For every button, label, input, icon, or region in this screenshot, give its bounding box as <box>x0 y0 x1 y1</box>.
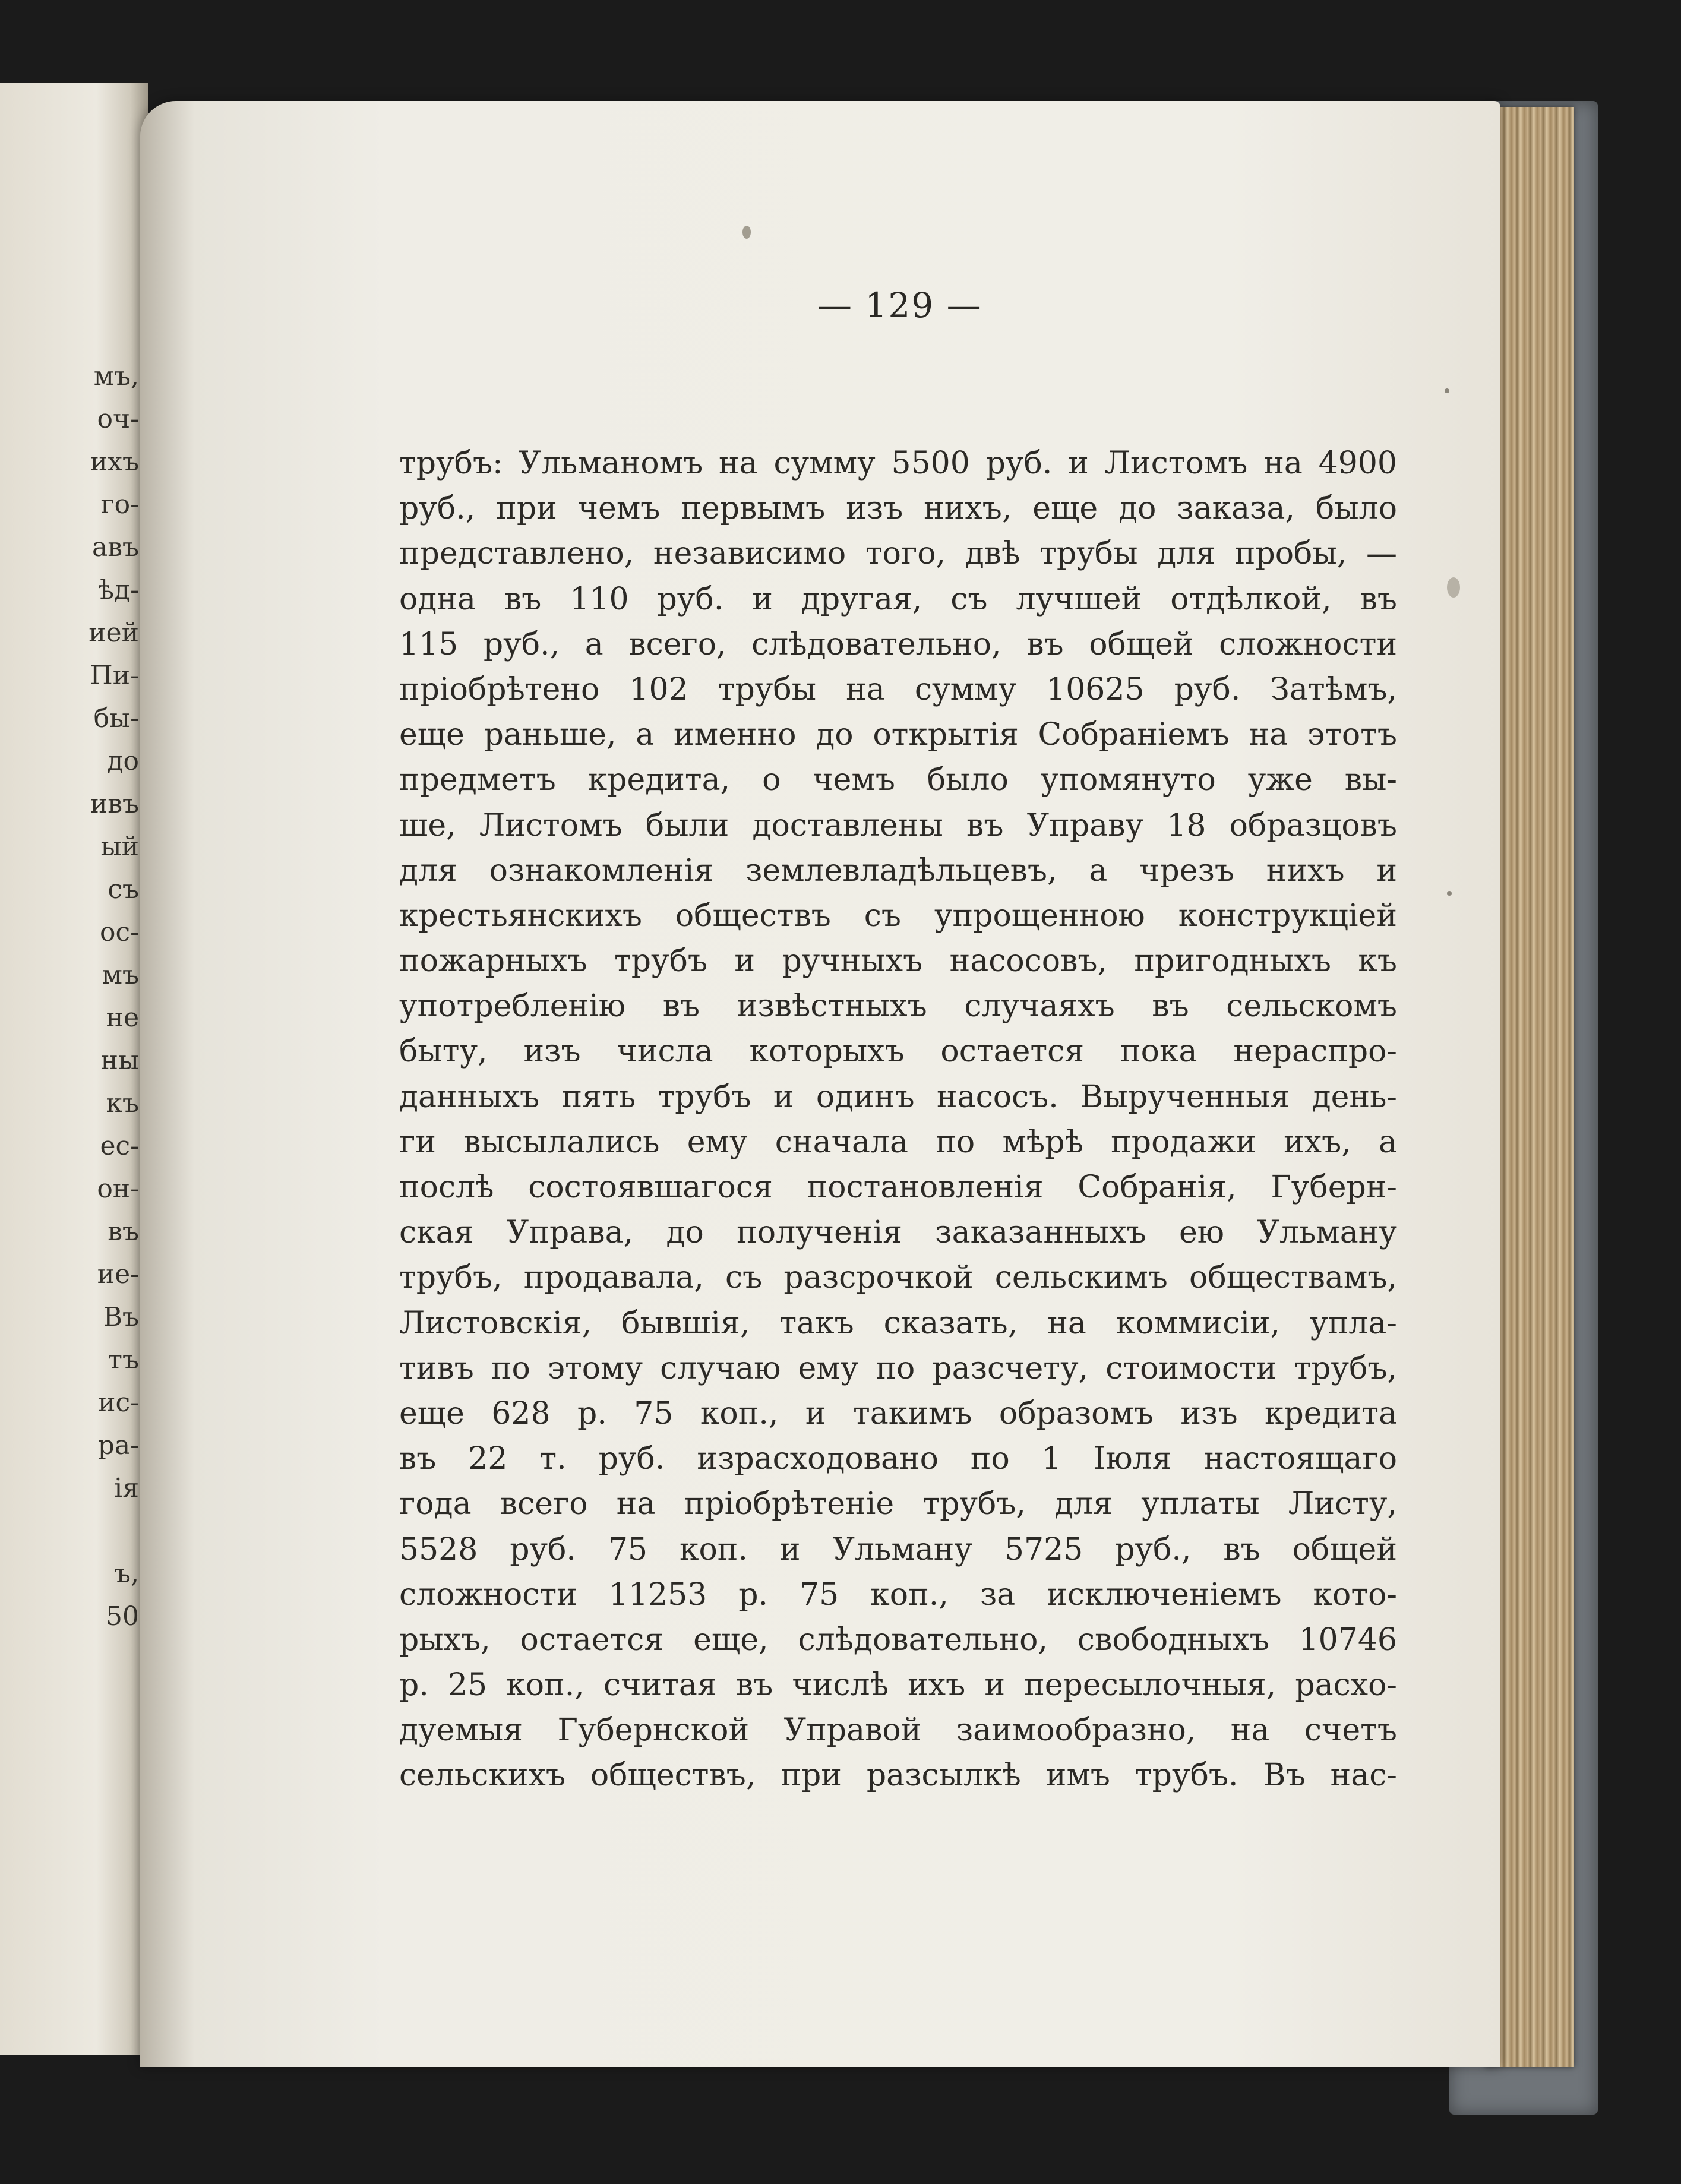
right-page <box>140 101 1500 2067</box>
paper-speck <box>742 226 751 239</box>
text-line: ская Управа, до полученія заказанныхъ ею Ульману <box>399 1215 1397 1251</box>
text-line: дуемыя Губернской Управой заимообразно, на счетъ <box>399 1712 1397 1749</box>
text-line: ше, Листомъ были доставлены въ Управу 18 образцовъ <box>399 807 1397 843</box>
left-page-line: ѣд- <box>98 575 139 605</box>
text-line: пожарныхъ трубъ и ручныхъ насосовъ, пригодныхъ къ <box>399 943 1397 979</box>
left-page-line: бы- <box>93 703 139 734</box>
text-line: представлено, независимо того, двѣ трубы для пробы, — <box>399 536 1397 572</box>
left-page-line: оч- <box>97 404 139 434</box>
left-page-line: мъ, <box>93 361 139 391</box>
left-page-line: го- <box>100 489 139 520</box>
text-line: для ознакомленія землевладѣльцевъ, а чрезъ нихъ и <box>399 852 1397 889</box>
left-page-line: мъ <box>102 960 139 990</box>
body-text <box>399 441 1397 1799</box>
paper-speck <box>1447 891 1452 896</box>
text-line: послѣ состоявшагося постановленія Собранія, Губерн- <box>399 1170 1397 1205</box>
left-page-line: он- <box>97 1174 139 1204</box>
text-line: руб., при чемъ первымъ изъ нихъ, еще до заказа, было <box>399 491 1397 527</box>
left-page-line: съ <box>108 874 139 905</box>
text-line: ги высылались ему сначала по мѣрѣ продажи ихъ, а <box>399 1124 1397 1160</box>
left-page-line: до <box>107 746 139 776</box>
left-page-line: къ <box>106 1088 139 1118</box>
text-line: еще раньше, а именно до открытія Собраніемъ на этотъ <box>399 717 1397 753</box>
text-line: 5528 руб. 75 коп. и Ульману 5725 руб., въ общей <box>399 1531 1397 1567</box>
text-line: данныхъ пять трубъ и одинъ насосъ. Вырученныя день- <box>399 1079 1397 1115</box>
text-line: 115 руб., а всего, слѣдовательно, въ общей сложности <box>399 626 1397 662</box>
book-spread <box>0 83 1598 2115</box>
left-page-line: ра- <box>97 1430 139 1461</box>
text-line: года всего на пріобрѣтеніе трубъ, для уплаты Листу, <box>399 1486 1397 1522</box>
left-page-line: ис- <box>98 1387 139 1418</box>
text-line: рыхъ, остается еще, слѣдовательно, свободныхъ 10746 <box>399 1622 1397 1658</box>
left-page-line: авъ <box>92 532 139 562</box>
text-line: трубъ, продавала, съ разсрочкой сельскимъ обществамъ, <box>399 1260 1397 1296</box>
text-line: пріобрѣтено 102 трубы на сумму 10625 руб. Затѣмъ, <box>399 671 1397 707</box>
left-page <box>0 83 148 2055</box>
text-line: еще 628 р. 75 коп., и такимъ образомъ изъ кредита <box>399 1395 1397 1431</box>
left-page-line: въ <box>108 1216 139 1247</box>
left-page-line <box>89 1510 139 1553</box>
text-line: въ 22 т. руб. израсходовано по 1 Іюля настоящаго <box>399 1441 1397 1477</box>
text-line: тивъ по этому случаю ему по разсчету, стоимости трубъ, <box>399 1350 1397 1386</box>
left-page-line: ес- <box>100 1131 139 1161</box>
text-line: Листовскія, бывшія, такъ сказать, на коммисіи, упла- <box>399 1305 1397 1341</box>
text-line: одна въ 110 руб. и другая, съ лучшей отдѣлкой, въ <box>399 581 1397 617</box>
left-page-line: Пи- <box>90 660 139 691</box>
text-line: р. 25 коп., считая въ числѣ ихъ и пересылочныя, расхо- <box>399 1667 1397 1703</box>
left-page-line: ъ, <box>114 1559 139 1589</box>
left-page-line: тъ <box>108 1345 139 1375</box>
text-line: сложности 11253 р. 75 коп., за исключеніемъ кото- <box>399 1576 1397 1613</box>
text-line: предметъ кредита, о чемъ было упомянуто уже вы- <box>399 762 1397 798</box>
left-page-line: ие- <box>97 1259 139 1289</box>
left-page-line: ый <box>100 832 139 862</box>
text-line: употребленію въ извѣстныхъ случаяхъ въ сельскомъ <box>399 988 1397 1025</box>
left-page-line: ос- <box>100 917 139 947</box>
left-page-line: ихъ <box>90 447 139 477</box>
left-page-line: не <box>106 1003 139 1033</box>
text-line: сельскихъ обществъ, при разсылкѣ имъ трубъ. Въ нас- <box>399 1758 1397 1794</box>
left-page-line: 50 <box>106 1601 139 1632</box>
text-line: трубъ: Ульманомъ на сумму 5500 руб. и Листомъ на 4900 <box>399 445 1397 481</box>
left-page-line: Въ <box>103 1302 139 1332</box>
left-page-line: ией <box>89 618 139 648</box>
paper-speck <box>1447 577 1460 598</box>
left-page-line: ивъ <box>90 789 139 819</box>
left-page-line: ія <box>114 1473 139 1503</box>
page-number: — 129 — <box>817 285 982 325</box>
text-line: крестьянскихъ обществъ съ упрощенною конструкціей <box>399 897 1397 934</box>
paper-speck <box>1445 388 1449 393</box>
left-page-line: ны <box>100 1045 139 1076</box>
left-page-text <box>89 355 139 1638</box>
text-line: быту, изъ числа которыхъ остается пока нераспро- <box>399 1033 1397 1070</box>
